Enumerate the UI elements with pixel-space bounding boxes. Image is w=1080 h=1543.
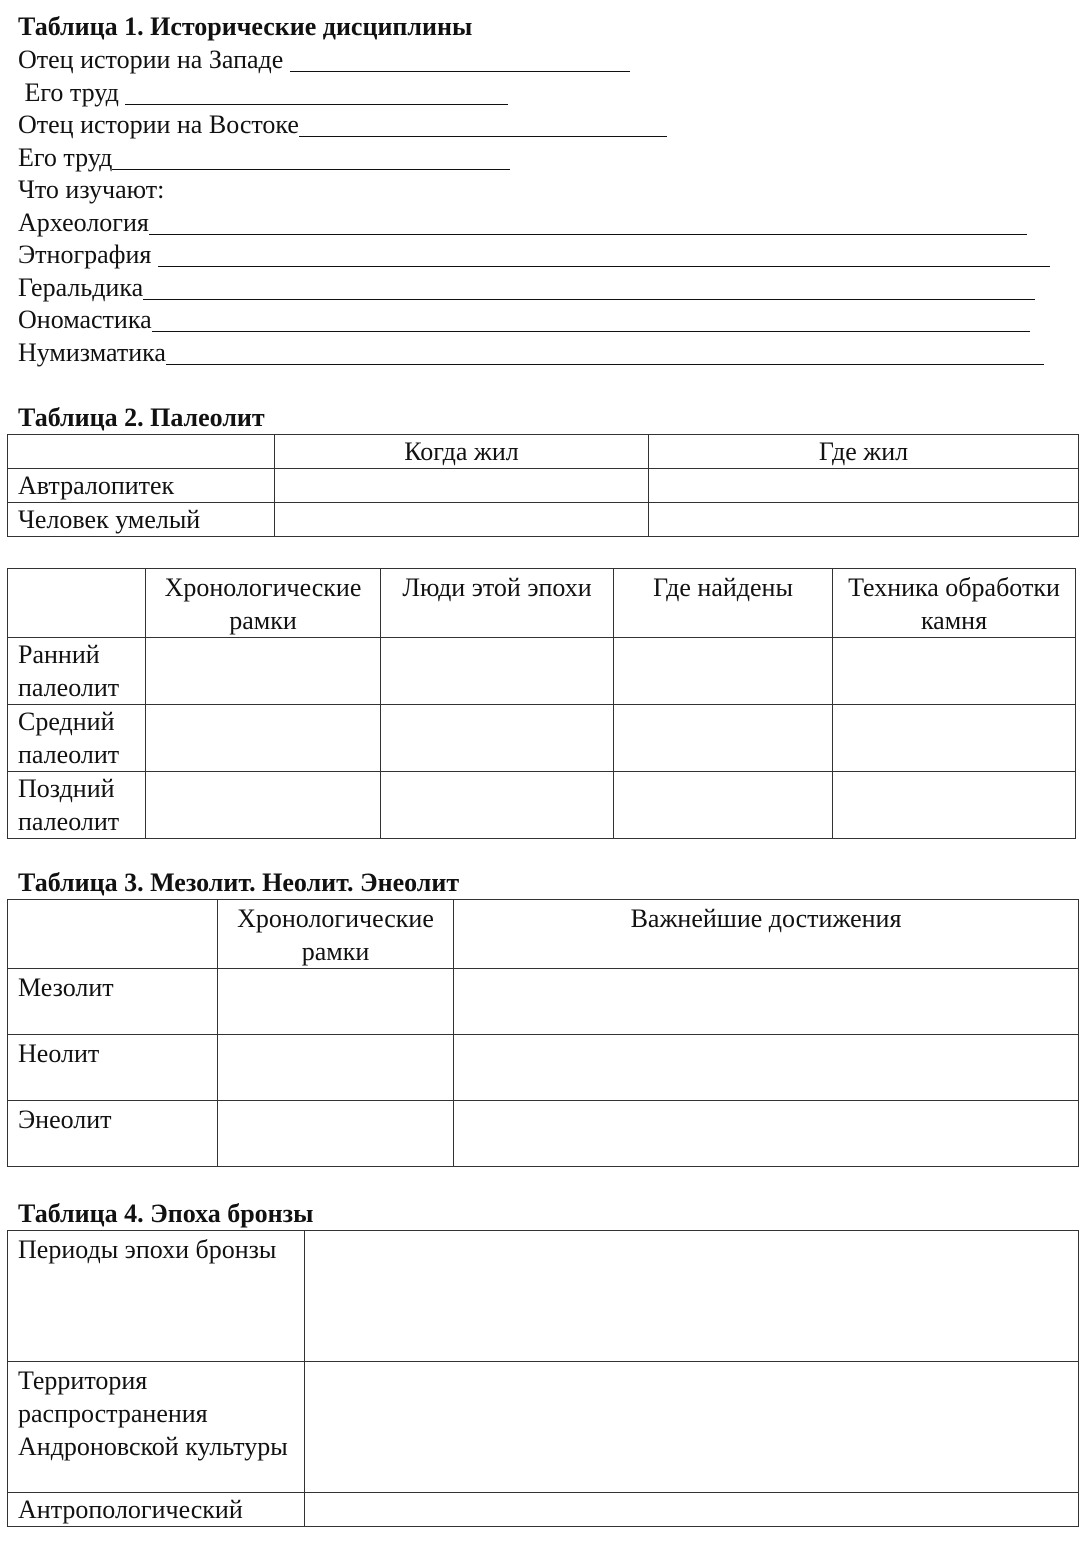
row-label: Поздний палеолит — [8, 772, 146, 839]
ethnography-blank[interactable] — [158, 242, 1050, 267]
header-when-lived: Когда жил — [275, 435, 649, 469]
answer-cell[interactable] — [649, 469, 1079, 503]
header-empty-cell — [8, 900, 218, 969]
answer-cell[interactable] — [305, 1231, 1079, 1362]
table1-title: Таблица 1. Исторические дисциплины — [18, 12, 473, 41]
answer-cell[interactable] — [305, 1493, 1079, 1527]
answer-cell[interactable] — [275, 503, 649, 537]
bronze-age-table — [7, 1230, 1079, 1527]
table-row — [8, 469, 1079, 503]
table-row — [8, 1362, 1079, 1493]
ethnography-line: Этнография — [18, 239, 1050, 271]
answer-cell[interactable] — [833, 638, 1076, 705]
answer-cell[interactable] — [275, 469, 649, 503]
answer-cell[interactable] — [833, 772, 1076, 839]
west-work-line: Его труд — [18, 77, 508, 109]
table-row — [8, 638, 1076, 705]
west-father-blank[interactable] — [290, 47, 630, 72]
onomastics-blank[interactable] — [152, 307, 1030, 332]
answer-cell[interactable] — [146, 705, 381, 772]
row-label: Автралопитек — [8, 469, 275, 503]
answer-cell[interactable] — [218, 1101, 454, 1167]
archaeology-blank[interactable] — [149, 210, 1027, 235]
table-row — [8, 503, 1079, 537]
header-chronology: Хронологические рамки — [146, 569, 381, 638]
heraldry-line: Геральдика — [18, 272, 1035, 304]
table4-title: Таблица 4. Эпоха бронзы — [18, 1199, 314, 1228]
answer-cell[interactable] — [381, 638, 614, 705]
table-row — [8, 772, 1076, 839]
row-label: Человек умелый — [8, 503, 275, 537]
answer-cell[interactable] — [218, 969, 454, 1035]
east-father-blank[interactable] — [299, 112, 667, 137]
row-label: Периоды эпохи бронзы — [8, 1231, 305, 1362]
paleolithic-table — [7, 568, 1076, 839]
header-stone-technique: Техника обработки камня — [833, 569, 1076, 638]
header-chronology: Хронологические рамки — [218, 900, 454, 969]
numismatics-line: Нумизматика — [18, 337, 1044, 369]
answer-cell[interactable] — [218, 1035, 454, 1101]
header-empty-cell — [8, 569, 146, 638]
meso-neo-eneolithic-table — [7, 899, 1079, 1167]
answer-cell[interactable] — [614, 705, 833, 772]
row-label: Антропологический — [8, 1493, 305, 1527]
header-achievements: Важнейшие достижения — [454, 900, 1079, 969]
header-where-found: Где найдены — [614, 569, 833, 638]
heraldry-blank[interactable] — [143, 275, 1035, 300]
answer-cell[interactable] — [649, 503, 1079, 537]
numismatics-blank[interactable] — [166, 340, 1044, 365]
answer-cell[interactable] — [454, 1101, 1079, 1167]
row-label: Средний палеолит — [8, 705, 146, 772]
answer-cell[interactable] — [454, 1035, 1079, 1101]
answer-cell[interactable] — [305, 1362, 1079, 1493]
answer-cell[interactable] — [833, 705, 1076, 772]
table-row — [8, 1493, 1079, 1527]
answer-cell[interactable] — [614, 638, 833, 705]
answer-cell[interactable] — [454, 969, 1079, 1035]
header-empty-cell — [8, 435, 275, 469]
table-header-row — [8, 435, 1079, 469]
east-work-line: Его труд — [18, 142, 510, 174]
archaeology-line: Археология — [18, 207, 1027, 239]
header-people: Люди этой эпохи — [381, 569, 614, 638]
table-row — [8, 1035, 1079, 1101]
hominids-table — [7, 434, 1079, 537]
answer-cell[interactable] — [381, 705, 614, 772]
west-father-line: Отец истории на Западе — [18, 44, 630, 76]
table2-title: Таблица 2. Палеолит — [18, 403, 265, 432]
table-row — [8, 1101, 1079, 1167]
east-work-blank[interactable] — [112, 145, 510, 170]
study-heading-line: Что изучают: — [18, 175, 165, 204]
table-header-row — [8, 900, 1079, 969]
table-row — [8, 969, 1079, 1035]
row-label: Неолит — [8, 1035, 218, 1101]
table-row — [8, 705, 1076, 772]
row-label: Ранний палеолит — [8, 638, 146, 705]
table-row — [8, 1231, 1079, 1362]
table-header-row — [8, 569, 1076, 638]
onomastics-line: Ономастика — [18, 304, 1030, 336]
east-father-line: Отец истории на Востоке — [18, 109, 667, 141]
row-label: Мезолит — [8, 969, 218, 1035]
west-work-blank[interactable] — [125, 80, 508, 105]
table3-title: Таблица 3. Мезолит. Неолит. Энеолит — [18, 868, 460, 897]
row-label: Территория распространения Андроновской культуры — [8, 1362, 305, 1493]
answer-cell[interactable] — [614, 772, 833, 839]
row-label: Энеолит — [8, 1101, 218, 1167]
answer-cell[interactable] — [146, 772, 381, 839]
header-where-lived: Где жил — [649, 435, 1079, 469]
answer-cell[interactable] — [146, 638, 381, 705]
answer-cell[interactable] — [381, 772, 614, 839]
